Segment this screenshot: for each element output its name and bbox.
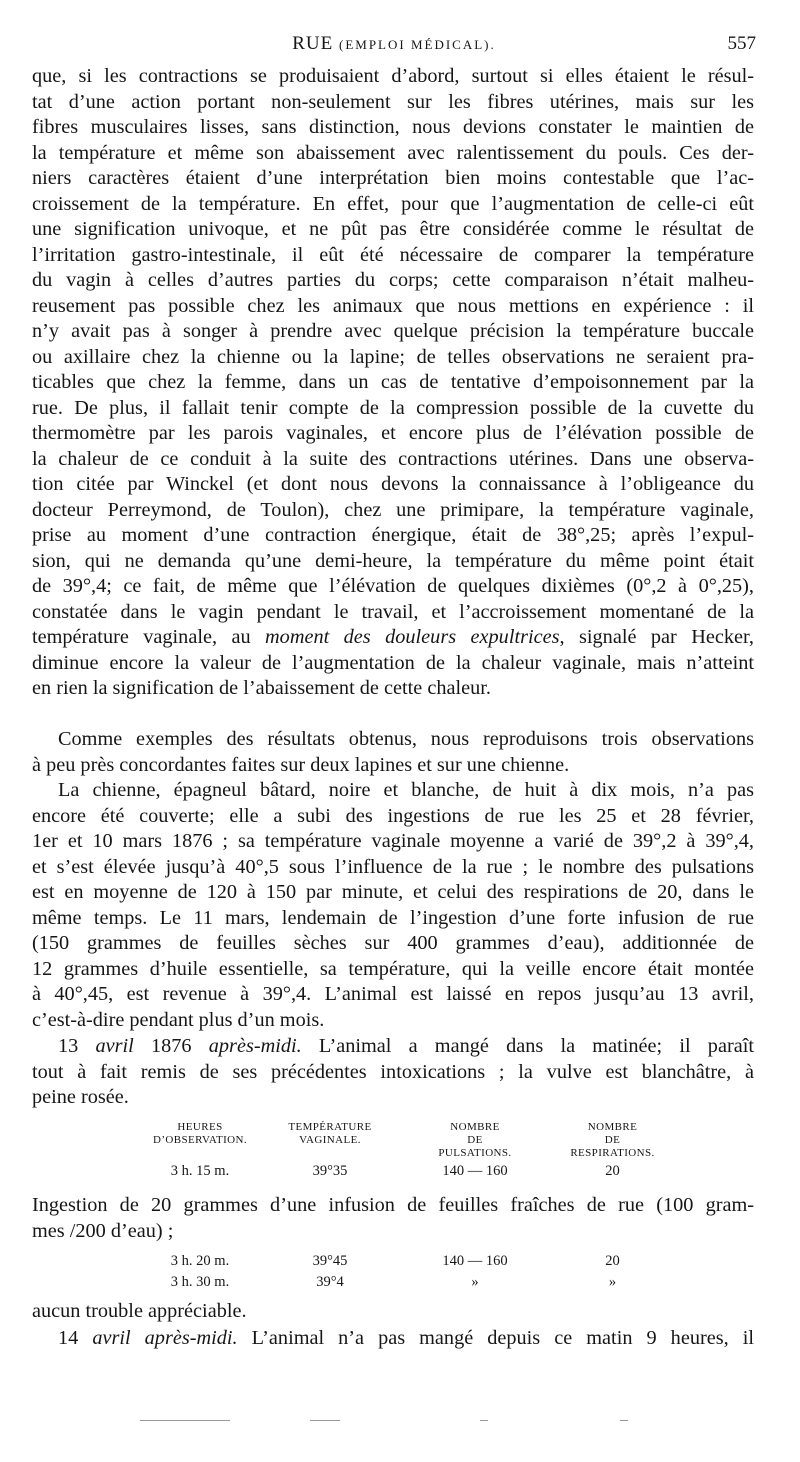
paragraph-4 [32, 1034, 754, 1111]
table-cell: 39°35 [312, 1163, 348, 1179]
text-line: (150 grammes de feuilles sèches sur 400 grammes d’eau), additionnée de [32, 932, 754, 954]
text-line: et s’est élevée jusqu’à 40°,5 sous l’influence de la rue ; le nombre des pulsations [32, 855, 754, 878]
paragraph-5 [32, 1193, 754, 1244]
scan-marks [140, 1420, 640, 1424]
table-header-temperature: TEMPÉRATURE VAGINALE. [288, 1121, 372, 1146]
date-year: 1876 [151, 1035, 192, 1057]
table-cell: 39°4 [316, 1274, 344, 1290]
text-line: c’est-à-dire pendant plus d’un mois. [32, 1008, 325, 1031]
date-number: 14 [58, 1327, 79, 1349]
text-line: La chienne, épagneul bâtard, noire et blanche, de huit à dix mois, n’a pas [58, 779, 754, 801]
text-line: n’y avait pas à songer à prendre avec quelque précision la température buccale [32, 320, 754, 342]
date-time: après-midi. [191, 1035, 302, 1057]
text-line: docteur Perreymond, de Toulon), chez une primipare, la température vaginale, [32, 498, 754, 521]
text-line: à peu près concordantes faites sur deux lapines et sur une chienne. [32, 753, 570, 776]
paragraph-1 [32, 64, 754, 702]
text-line: du vagin à celles d’autres parties du corps; cette comparaison n’était malheu- [32, 269, 754, 291]
text-line: 1er et 10 mars 1876 ; sa température vaginale moyenne a varié de 39°,2 à 39°,4, [32, 830, 754, 852]
text-line: est en moyenne de 120 à 150 par minute, et celui des respirations de 20, dans le [32, 881, 754, 903]
text-line: que, si les contractions se produisaient d’abord, surtout si elles étaient le résul- [32, 65, 754, 87]
table-cell: » [471, 1274, 479, 1290]
paragraph-7-text: L’animal n’a pas mangé depuis ce matin 9 heures, il [237, 1327, 754, 1349]
table-header-pulsations: NOMBRE DE PULSATIONS. [438, 1121, 512, 1159]
text-line: niers caractères étaient d’une interprétation bien moins contestable que l’ac- [32, 167, 754, 189]
text-line: Comme exemples des résultats obtenus, nous reproduisons trois observations [58, 728, 754, 750]
text-line: 12 grammes d’huile essentielle, sa température, qui la veille encore était montée [32, 957, 754, 980]
date-month: avril [78, 1035, 151, 1057]
table-cell: » [608, 1274, 617, 1290]
text-line: sion, qui ne demanda qu’une demi-heure, la température du même point était [32, 549, 754, 572]
date-number: 13 [58, 1035, 79, 1057]
table-cell: 20 [605, 1163, 620, 1179]
text-line: prise au moment d’une contraction énergique, était de 38°,25; après l’expul- [32, 524, 754, 546]
date-label: avril après-midi. [78, 1327, 238, 1349]
text-line: ticables que chez la femme, dans un cas de tentative d’empoisonnement par la [32, 371, 754, 393]
text-line: encore été couverte; elle a subi des ingestions de rue les 25 et 28 février, [32, 804, 754, 827]
title-main: RUE [292, 33, 334, 54]
table-cell: 39°45 [312, 1253, 348, 1269]
text-line: croissement de la température. En effet, pour que l’augmentation de celle-ci eût [32, 192, 754, 215]
table-cell: 3 h. 15 m. [170, 1163, 230, 1179]
text-line: température vaginale, au moment des douleurs expultrices, signalé par Hecker, [32, 626, 755, 648]
page-number: 557 [727, 33, 756, 54]
table-header-time: HEURES D’OBSERVATION. [152, 1121, 248, 1146]
text-line: même temps. Le 11 mars, lendemain de l’ingestion d’une forte infusion de rue [32, 906, 754, 929]
table-header-respirations: NOMBRE DE RESPIRATIONS. [570, 1121, 655, 1159]
text-line: tout à fait remis de ses précédentes intoxications ; la vulve est blanchâtre, à [32, 1060, 754, 1083]
paragraph-6: aucun trouble appréciable. [32, 1300, 247, 1322]
paragraph-2 [32, 727, 754, 778]
text-line: peine rosée. [32, 1086, 129, 1108]
running-header [32, 33, 756, 55]
paragraph-4-lines [32, 1060, 754, 1111]
paragraph-3 [32, 778, 754, 1033]
table-cell: 140 — 160 [442, 1163, 508, 1179]
paragraph-4-line-1 [32, 1034, 754, 1060]
table-cell: 3 h. 20 m. [170, 1253, 230, 1269]
running-title [32, 33, 756, 55]
text-line: reusement pas possible chez les animaux que nous mettions en expérience : il [32, 294, 754, 317]
text-line: fibres musculaires lisses, sans distinction, nous devions constater le maintien de [32, 116, 754, 138]
text-line: Ingestion de 20 grammes d’une infusion de feuilles fraîches de rue (100 gram- [32, 1194, 754, 1216]
text-line: ou axillaire chez la chienne ou la lapine; de telles observations ne seraient pra- [32, 345, 754, 368]
text-line: la chaleur de ce conduit à la suite des contractions utérines. Dans une observa- [32, 447, 754, 470]
text-line: de 39°,4; ce fait, de même que l’élévation de quelques dixièmes (0°,2 à 0°,25), [32, 575, 754, 597]
text-line: tat d’une action portant non-seulement sur les fibres utérines, mais sur les [32, 90, 754, 113]
table-cell: 20 [605, 1253, 620, 1269]
paragraph-7 [32, 1326, 754, 1352]
text-line: diminue encore la valeur de l’augmentation de la chaleur vaginale, mais n’atteint [32, 651, 754, 674]
text-line: mes /200 d’eau) ; [32, 1219, 174, 1242]
table-cell: 3 h. 30 m. [170, 1274, 230, 1290]
text-line: la température et même son abaissement avec ralentissement du pouls. Ces der- [32, 141, 754, 164]
title-paren: (EMPLOI MÉDICAL). [338, 37, 496, 52]
text-line: constatée dans le vagin pendant le travail, et l’accroissement momentané de la [32, 600, 754, 623]
text-line: à 40°,45, est revenue à 39°,4. L’animal est laissé en repos jusqu’au 13 avril, [32, 983, 754, 1005]
table-cell: 140 — 160 [442, 1253, 508, 1269]
text-line: une signification univoque, et ne pût pas être considérée comme le résultat de [32, 218, 754, 240]
text-line: tion citée par Winckel (et dont nous devons la connaissance à l’obligeance du [32, 473, 754, 495]
text-line: rue. De plus, il fallait tenir compte de la compression possible de la cuvette du [32, 396, 754, 419]
text-line: thermomètre par les parois vaginales, et encore plus de l’élévation possible de [32, 422, 754, 444]
text-line: en rien la signification de l’abaissement de cette chaleur. [32, 677, 491, 699]
text-line: l’irritation gastro-intestinale, il eût été nécessaire de comparer la température [32, 243, 754, 266]
paragraph-4-text: L’animal a mangé dans la matinée; il paraît [301, 1035, 754, 1057]
